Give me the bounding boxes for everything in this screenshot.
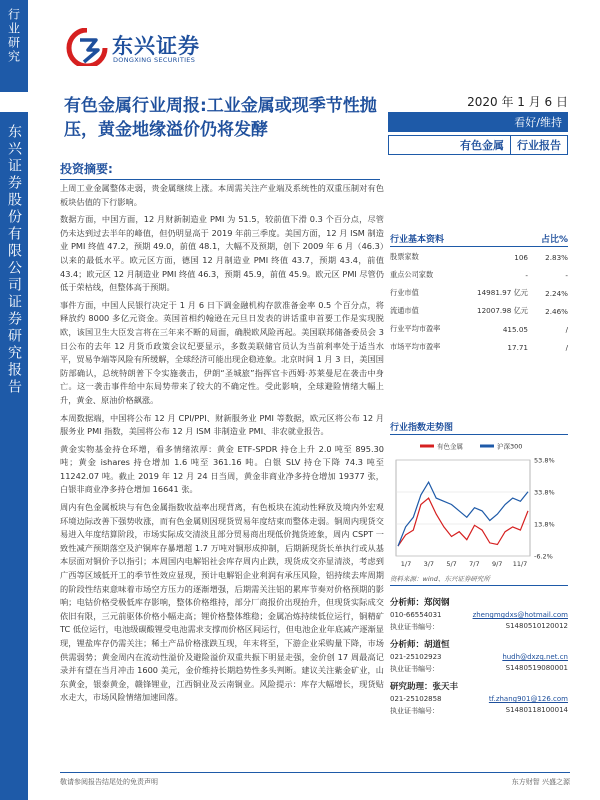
analyst-name: 胡道恒 — [424, 640, 450, 650]
category-tag-type: 行业报告 — [510, 136, 567, 154]
analyst-cert-no: S1480519080001 — [505, 664, 568, 672]
logo-mark-icon — [66, 28, 108, 66]
analyst-block — [390, 590, 568, 716]
table-row — [390, 266, 568, 284]
index-chart-svg — [390, 438, 568, 572]
row-pct: 2.46% — [545, 306, 568, 316]
analyst-cert — [390, 706, 568, 716]
side-band-top — [0, 0, 28, 92]
chart-ytick-label: -6.2% — [534, 552, 553, 561]
analyst-contact — [390, 653, 568, 661]
chart-xtick-label: 1/7 — [400, 560, 412, 568]
row-label: 流通市值 — [390, 306, 419, 315]
side-band-main — [0, 112, 28, 800]
row-pct: / — [565, 324, 568, 334]
row-label: 股票家数 — [390, 252, 419, 261]
footer-disclaimer: 敬请参阅报告结尾处的免责声明 — [60, 778, 158, 786]
analyst-contact — [390, 695, 568, 703]
row-label: 重点公司家数 — [390, 270, 434, 279]
row-value: 415.05 — [502, 324, 528, 334]
chart-ytick-label: 53.8% — [534, 456, 555, 465]
chart-xtick-label: 3/7 — [423, 560, 435, 568]
paragraph: 本周数据端，中国将公布 12 月 CPI/PPI、财新服务业 PMI 等数据，欧元区将公布 12 月服务业 PMI 指数，美国将公布 12 月 ISM 非制造业 PMI、非农就业报告。 — [60, 412, 384, 437]
row-pct: - — [565, 270, 568, 280]
summary-body — [60, 182, 384, 709]
analyst-cert-label: 执业证书编号： — [390, 623, 439, 631]
industry-data-title: 行业基本资料 — [390, 235, 445, 245]
analyst-phone: 010-66554031 — [390, 611, 442, 619]
industry-data-heading — [390, 232, 568, 247]
industry-data-table — [390, 248, 568, 356]
analyst-email-link[interactable]: tf.zhang901@126.com — [488, 695, 568, 703]
row-value: 12007.98 亿元 — [477, 306, 528, 315]
row-value: 14981.97 亿元 — [477, 288, 528, 297]
side-band-main-label: 东兴证券股份有限公司证券研究报告 — [6, 124, 22, 396]
company-logo — [66, 28, 236, 68]
summary-heading: 投资摘要: — [60, 160, 380, 180]
paragraph: 数据方面，中国方面，12 月财新制造业 PMI 为 51.5，较前值下滑 0.3 个百分点，尽管仍未达到过去半年的峰值，但仍明显高于 2019 年前三季度。美国方面，12 月 ISM 制造业 PMI 终值 47.2，预期 49.0，前值 48.1，大幅不及预期，创下 2009 年 6 月（46.3）以来的最低水平。欧元区方面，德国 12 月制造业 PMI 终值 43.7，预期 43.4，前值 43.4；欧元区 12 月制造业 PMI 终值 46.3，预期 45.9，前值 45.9。欧元区 PMI 尽管仍低于荣枯线，但整体高于预期。 — [60, 214, 384, 293]
row-value: - — [525, 270, 528, 280]
row-label: 行业市值 — [390, 288, 419, 297]
analyst-name: 张天丰 — [432, 682, 459, 692]
row-value: 106 — [514, 252, 528, 262]
category-tags — [388, 135, 568, 155]
logo-text-cn: 东兴证券 — [112, 34, 200, 58]
analyst-role: 研究助理： — [390, 682, 433, 692]
chart-xtick-label: 11/7 — [512, 560, 528, 568]
analyst-entry — [390, 596, 568, 632]
paragraph: 事件方面，中国人民银行决定于 1 月 6 日下调金融机构存款准备金率 0.5 个百分点，将释放约 8000 多亿元资金。英国首相约翰逊在元旦日发表的讲话重申首要工作是实现脱欧，该国卫生大臣发言将在三年来不断的局面，确脱欧风险再起。美国联邦储备委员会 3 日公布的去年 12 月货币政策会议纪要显示，多数美联储官员认为当前利率处于适当水平，贸易争端等风险有所缓解，全球经济可能出现企稳迹象。北京时间 1 月 3 日，美国国防部确认，总统特朗普下令实施袭击，伊朗“圣城旅”指挥官卡西姆·苏莱曼尼在袭击中身亡。这一袭击事件给中东局势带来了较大的不确定性。受此影响，全球避险情绪大幅上升，黄金、原油价格飙涨。 — [60, 299, 384, 405]
table-row — [390, 302, 568, 320]
analyst-cert — [390, 622, 568, 632]
row-pct: / — [565, 342, 568, 352]
analyst-email-link[interactable]: hudh@dxzq.net.cn — [502, 653, 568, 661]
analyst-phone: 021-25102858 — [390, 695, 442, 703]
analyst-cert-label: 执业证书编号： — [390, 707, 439, 715]
chart-xtick-label: 5/7 — [446, 560, 457, 568]
analyst-entry — [390, 680, 568, 716]
side-band-top-label: 行业研究 — [6, 8, 21, 64]
analyst-role: 分析师： — [390, 640, 425, 650]
analyst-contact — [390, 611, 568, 619]
table-row — [390, 338, 568, 356]
table-row — [390, 320, 568, 338]
rating-badge: 看好/维持 — [388, 112, 568, 132]
analyst-cert-no: S1480118100014 — [505, 706, 568, 714]
analyst-name: 郑闵钢 — [424, 598, 450, 608]
analyst-entry — [390, 638, 568, 674]
analyst-phone: 021-25102923 — [390, 653, 442, 661]
page-footer — [60, 772, 570, 787]
table-row — [390, 248, 568, 266]
industry-data-col-pct: 占比% — [540, 235, 568, 245]
analyst-name-line — [390, 596, 568, 608]
analyst-cert — [390, 664, 568, 674]
chart-legend-label: 有色金属 — [437, 442, 463, 451]
row-pct: 2.83% — [545, 252, 568, 262]
paragraph: 周内有色金属板块与有色金属指数收益率出现背离，有色板块在流动性释放及境内外宏观环境边际改善下强势收涨，而有色金属则因现货贸易年度结束而整体走弱。铜周内现货交易进入年度结算阶段，市场实际成交清淡且部分贸易商出现低价抛货迹象，周内 CSPT 一致性减产预期落空及沪铜库存暴增超 1.7 万吨对铜形成抑制，后期新现货长单执行或从基本层面对铜价予以指引；本周国内电解铝社会库存周内止跌，现货成交亦显清淡，考虑到广西等区域低开工的季节性效应显现，预计电解铝企业利润有承压风险，铝持续去库周期的阶段性结束意味着市场空方压力的逐渐增强，后期需关注铝的累库节奏对价格预期的影响；电钴价格受极低库存影响，整体价格维持，部分厂商报价出现抬升，但现货实际成交依旧有限，三元前驱体价格小幅走高；锂价格整体维稳；金属冶炼持续低位运行，铜精矿TC 低位运行，电池级碳酸锂受电池需求支撑而价格区间运行，但电池企业年底减产逐渐显现，锂盐库存仍需关注；稀土产品价格涨跌互现，年末将至，下游企业采购量下降，市场供需弱势；黄金周内在流动性溢价及避险溢价双重共振下明显走强，金价创 17 周最高记录并有望在当月冲击 1600 美元，金价维持长期趋势性多头判断。建议关注紫金矿业，山东黄金，银泰黄金，赣锋锂业，江西铜业及云南铜业。风险提示：库存大幅增长，现货贴水走大，市场风险情绪加速回落。 — [60, 502, 384, 703]
report-title: 有色金属行业周报:工业金属或现季节性抛压，黄金地缘溢价仍将发酵 — [64, 96, 377, 140]
analyst-email-link[interactable]: zhengmgdxs@hotmail.com — [472, 611, 568, 619]
analyst-role: 分析师： — [390, 598, 425, 608]
chart-source: 资料来源：wind、东兴证券研究所 — [390, 574, 568, 586]
index-chart — [390, 438, 568, 572]
analyst-cert-label: 执业证书编号： — [390, 665, 439, 673]
table-row — [390, 284, 568, 302]
chart-ytick-label: 13.8% — [534, 520, 555, 529]
chart-legend-label: 沪深300 — [497, 442, 523, 451]
row-label: 行业平均市盈率 — [390, 324, 441, 333]
analyst-cert-no: S1480510120012 — [505, 622, 568, 630]
row-label: 市场平均市盈率 — [390, 342, 441, 351]
paragraph: 黄金实物基金持仓环增，看多情绪浓厚：黄金 ETF-SPDR 持仓上升 2.0 吨至 895.30 吨；黄金 ishares 持仓增加 1.6 吨至 361.16 吨。白银 SLV 持仓下降 74.3 吨至 11242.07 吨。截止 2019 年 12 月 24 日当周，黄金非商业净多持仓增加 19377 张，白银非商业净多持仓增加 16641 张。 — [60, 443, 384, 495]
analyst-name-line — [390, 638, 568, 650]
row-value: 17.71 — [507, 342, 528, 352]
chart-xtick-label: 7/7 — [469, 560, 480, 568]
index-chart-heading: 行业指数走势图 — [390, 420, 568, 435]
logo-text-en: DONGXING SECURITIES — [113, 56, 196, 64]
paragraph: 上周工业金属整体走弱，贵金属继续上涨。本周需关注产业端及系统性的双重压制对有色板块估值的下行影响。 — [60, 183, 384, 207]
report-date: 2020 年 1 月 6 日 — [467, 95, 568, 109]
category-tag-industry: 有色金属 — [460, 139, 504, 152]
report-meta — [388, 94, 568, 155]
chart-ytick-label: 33.8% — [534, 488, 555, 497]
analyst-name-line — [390, 680, 568, 692]
chart-xtick-label: 9/7 — [491, 560, 503, 568]
footer-slogan: 东方财智 兴盛之源 — [511, 778, 570, 786]
side-band — [0, 0, 28, 800]
row-pct: 2.24% — [545, 288, 568, 298]
